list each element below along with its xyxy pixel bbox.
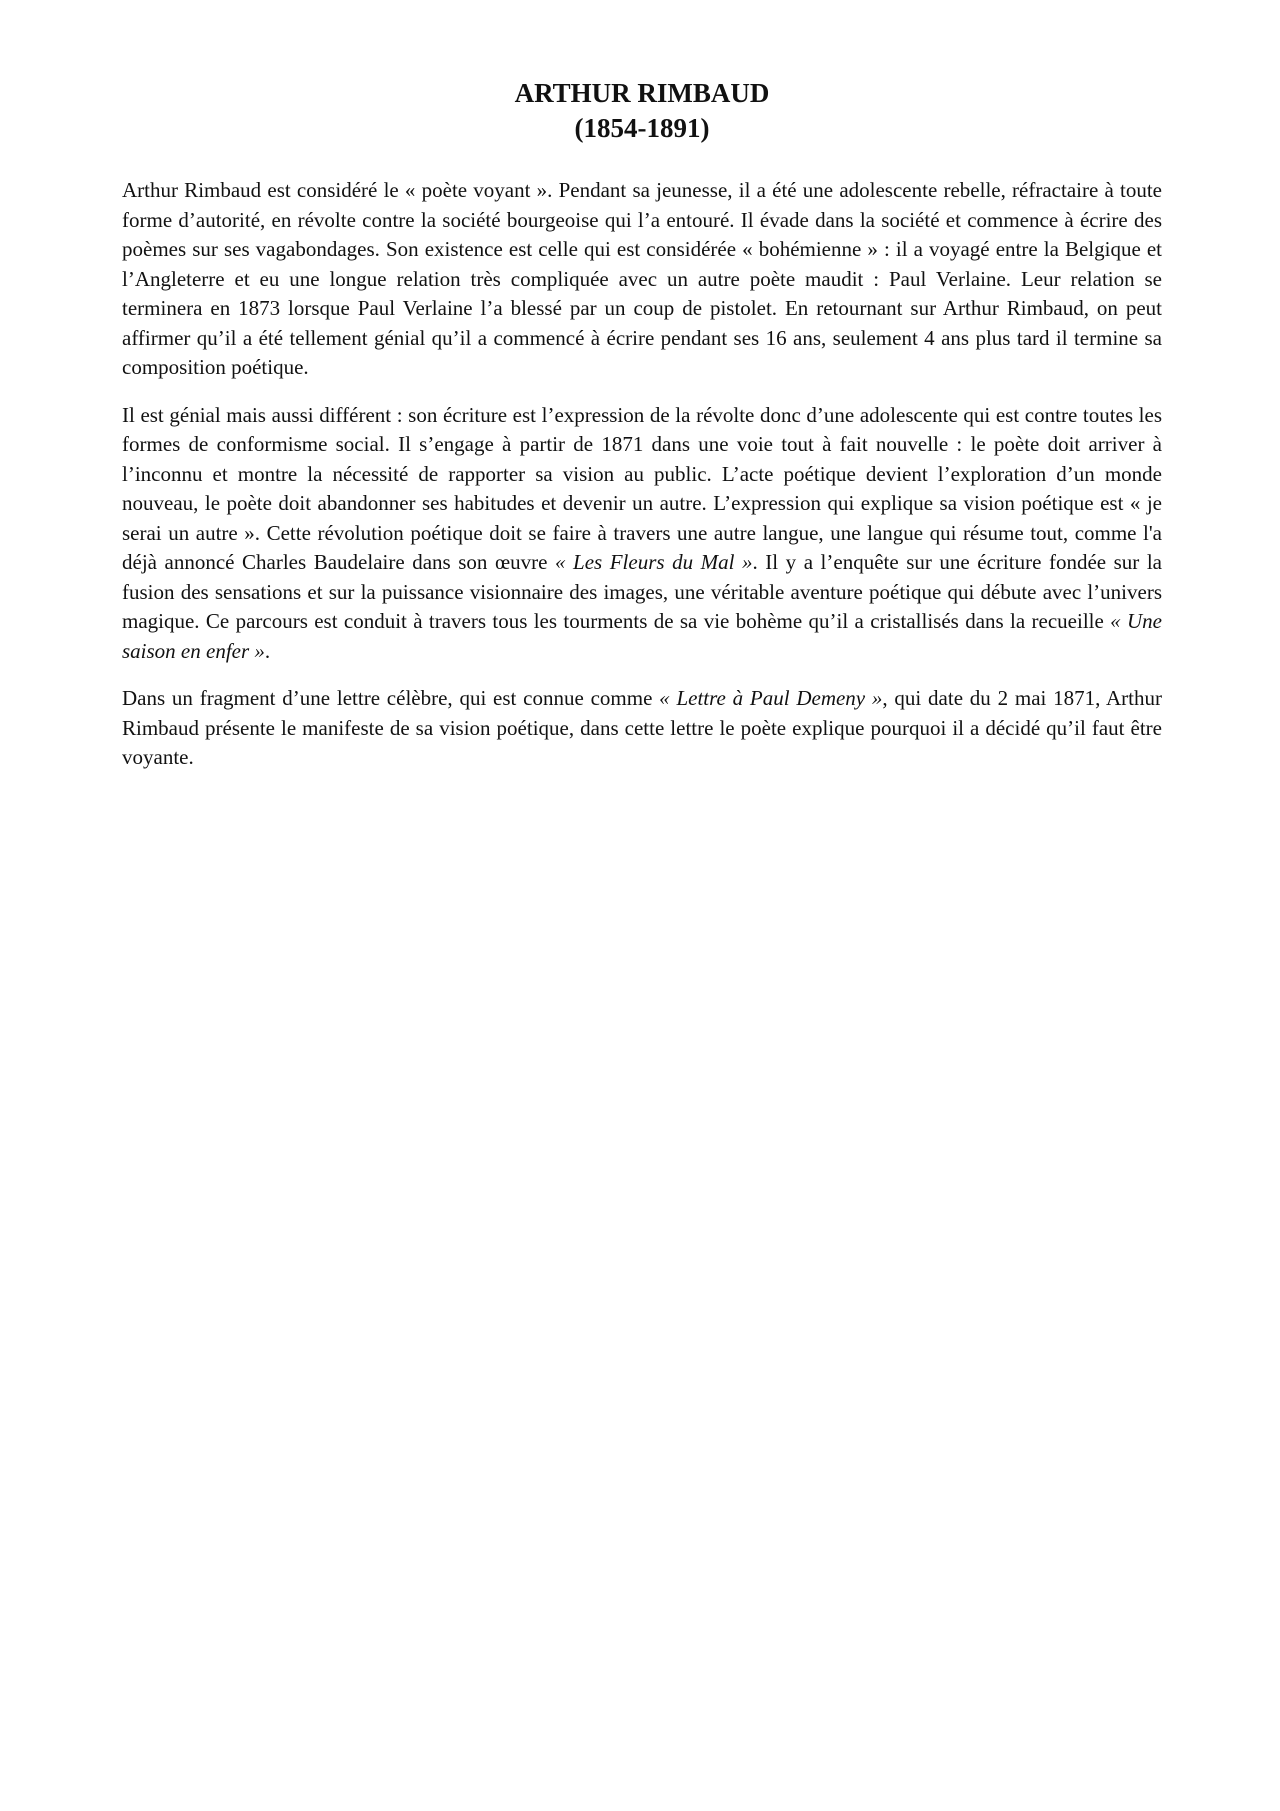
work-title-fleurs-du-mal: « Les Fleurs du Mal » [554, 550, 753, 574]
document-page [122, 76, 1162, 791]
paragraph-3-text-b: , qui date du 2 mai 1871, Arthur Rimbaud présente le manifeste de sa vision poétique, dans cette lettre le poète explique pourquoi il a décidé qu’il faut être voyante. [122, 686, 1162, 769]
document-body [122, 176, 1162, 773]
title-name: ARTHUR RIMBAUD [514, 78, 770, 108]
paragraph-2-text-b: . Il y a l’enquête sur une écriture fondée sur la fusion des sensations et sur la puissance visionnaire des images, une véritable aventure poétique qui débute avec l’univers magique. Ce parcours est conduit à travers tous les tourments de sa vie bohème qu’il a cristallisés dans la recueille [122, 550, 1162, 633]
work-title-lettre-demeny: « Lettre à Paul Demeny » [659, 686, 883, 710]
paragraph-3-text-a: Dans un fragment d’une lettre célèbre, qui est connue comme [122, 686, 660, 710]
paragraph-1 [122, 176, 1162, 383]
title-dates: (1854-1891) [574, 113, 710, 143]
paragraph-2-text-a: Il est génial mais aussi différent : son écriture est l’expression de la révolte donc d’une adolescente qui est contre toutes les formes de conformisme social. Il s’engage à partir de 1871 dans une voie tout à fait nouvelle : le poète doit arriver à l’inconnu et montre la nécessité de rapporter sa vision au public. L’acte poétique devient l’exploration d’un monde nouveau, le poète doit abandonner ses habitudes et devenir un autre. L’expression qui explique sa vision poétique est « je serai un autre ». Cette révolution poétique doit se faire à travers une autre langue, une langue qui résume tout, comme l'a déjà annoncé Charles Baudelaire dans son œuvre [122, 402, 1162, 574]
work-title-saison-en-enfer: « Une saison en enfer » [122, 609, 1162, 663]
paragraph-3 [122, 684, 1162, 773]
document-title [122, 76, 1162, 146]
paragraph-2 [122, 401, 1162, 667]
paragraph-1-text: Arthur Rimbaud est considéré le « poète voyant ». Pendant sa jeunesse, il a été une adolescente rebelle, réfractaire à toute forme d’autorité, en révolte contre la société bourgeoise qui l’a entouré. Il évade dans la société et commence à écrire des poèmes sur ses vagabondages. Son existence est celle qui est considérée « bohémienne » : il a voyagé entre la Belgique et l’Angleterre et eu une longue relation très compliquée avec un autre poète maudit : Paul Verlaine. Leur relation se terminera en 1873 lorsque Paul Verlaine l’a blessé par un coup de pistolet. En retournant sur Arthur Rimbaud, on peut affirmer qu’il a été tellement génial qu’il a commencé à écrire pendant ses 16 ans, seulement 4 ans plus tard il termine sa composition poétique. [122, 178, 1162, 379]
paragraph-2-text-c: . [264, 638, 271, 663]
